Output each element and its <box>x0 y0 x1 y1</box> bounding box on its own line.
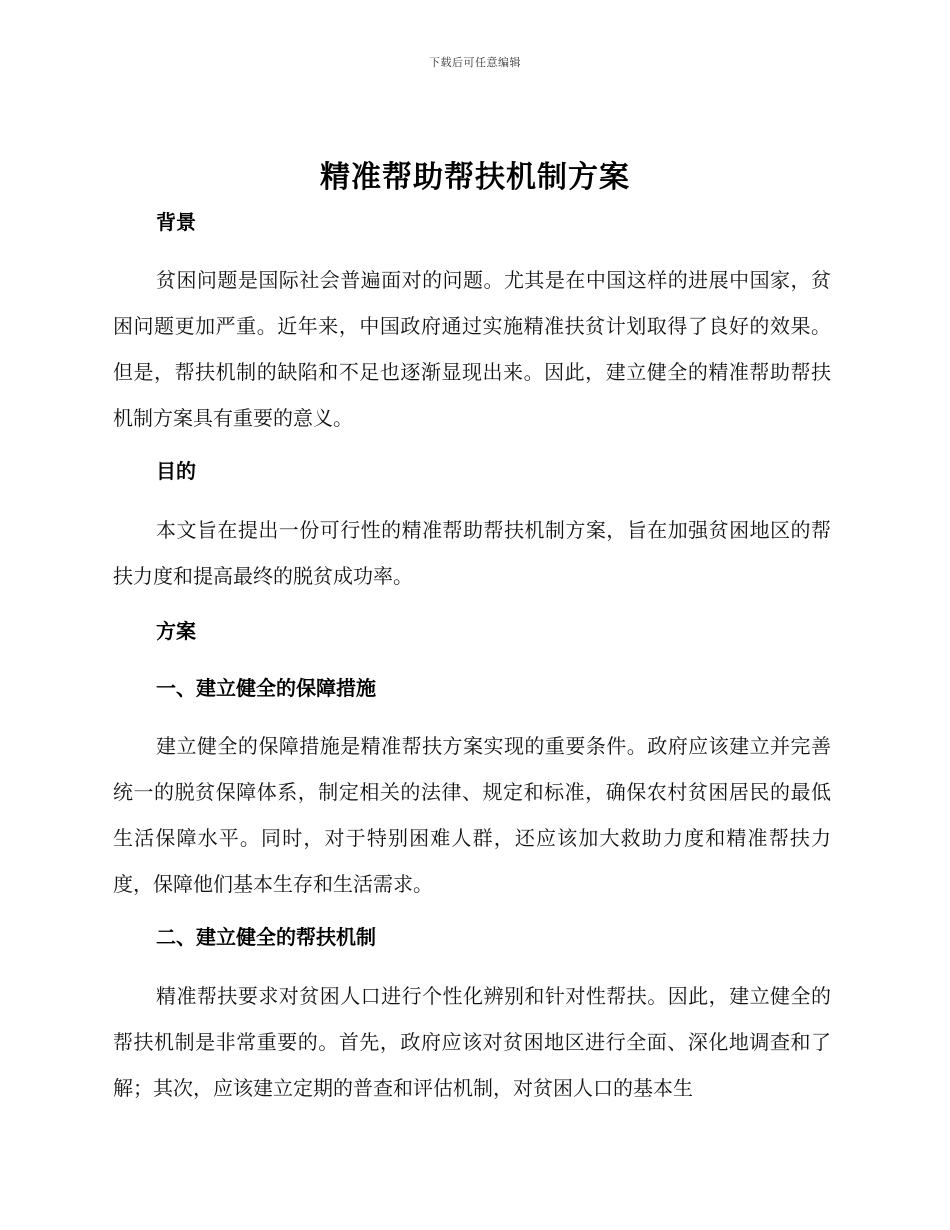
section-heading-plan: 方案 <box>156 619 196 643</box>
paragraph-plan-1: 建立健全的保障措施是精准帮扶方案实现的重要条件。政府应该建立并完善统一的脱贫保障体系，制定相关的法律、规定和标准，确保农村贫困居民的最低生活保障水平。同时，对于特别困难人群，还应该加大救助力度和精准帮扶力度，保障他们基本生存和生活需求。 <box>113 734 831 896</box>
section-heading-background: 背景 <box>156 210 196 234</box>
document-title: 精准帮助帮扶机制方案 <box>320 160 630 195</box>
section-heading-purpose: 目的 <box>156 459 196 483</box>
section-heading-plan-1: 一、建立健全的保障措施 <box>156 676 376 700</box>
page-header-note: 下载后可任意编辑 <box>429 56 521 69</box>
section-heading-plan-2: 二、建立健全的帮扶机制 <box>156 925 376 949</box>
paragraph-background: 贫困问题是国际社会普遍面对的问题。尤其是在中国这样的进展中国家，贫困问题更加严重。近年来，中国政府通过实施精准扶贫计划取得了良好的效果。但是，帮扶机制的缺陷和不足也逐渐显现出来。因此，建立健全的精准帮助帮扶机制方案具有重要的意义。 <box>113 268 831 430</box>
paragraph-plan-2: 精准帮扶要求对贫困人口进行个性化辨别和针对性帮扶。因此，建立健全的帮扶机制是非常重要的。首先，政府应该对贫困地区进行全面、深化地调查和了解；其次，应该建立定期的普查和评估机制，对贫困人口的基本生 <box>113 984 831 1100</box>
paragraph-purpose: 本文旨在提出一份可行性的精准帮助帮扶机制方案，旨在加强贫困地区的帮扶力度和提高最终的脱贫成功率。 <box>113 518 831 588</box>
